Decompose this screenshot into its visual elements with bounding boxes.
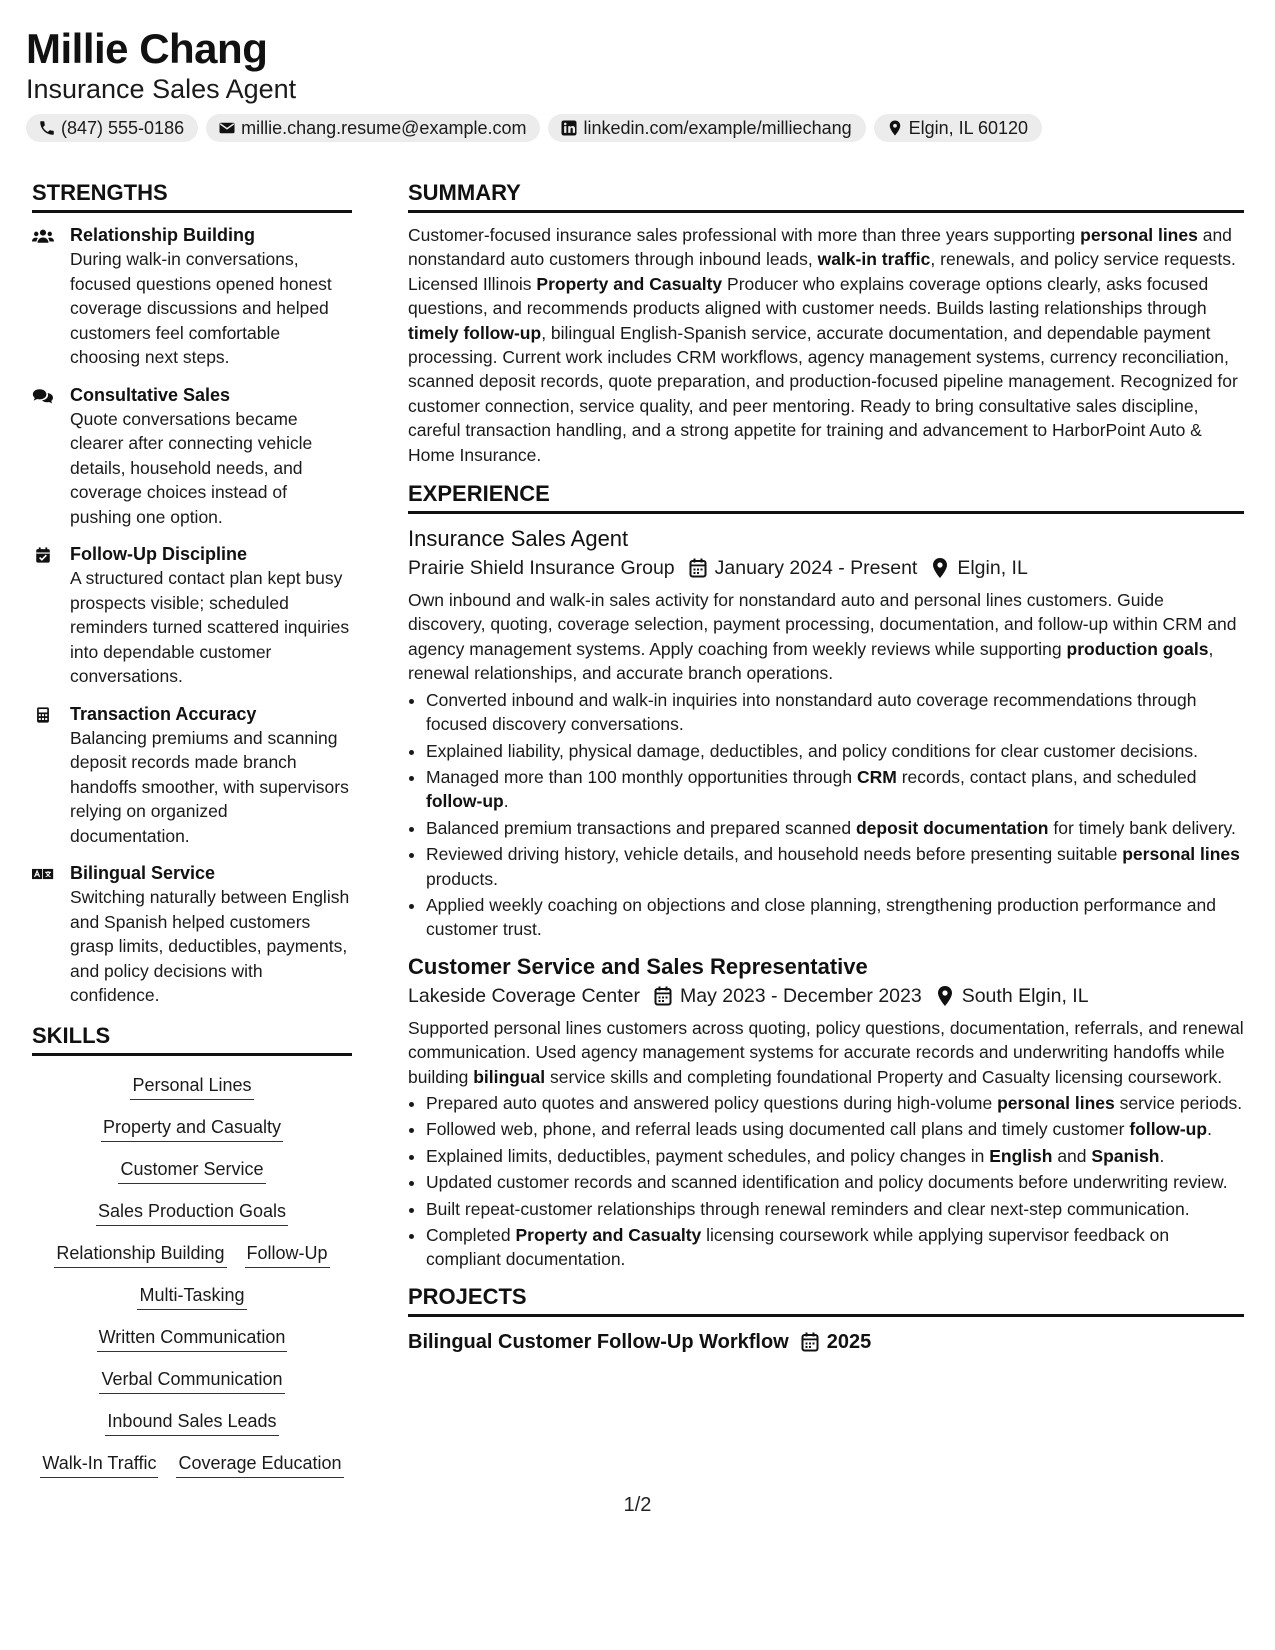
job-bullet: • Updated customer records and scanned identification and policy documents before underwriting review. bbox=[426, 1170, 1244, 1194]
map-pin-icon bbox=[936, 986, 954, 1006]
strength-item bbox=[32, 383, 352, 530]
job-bullet: • Followed web, phone, and referral leads using documented call plans and timely customer follow-up. bbox=[426, 1117, 1244, 1141]
strength-description: Switching naturally between English and Spanish helped customers grasp limits, deductibles, payments, and policy decisions with confidence. bbox=[70, 887, 350, 1005]
contact-location-text: Elgin, IL 60120 bbox=[908, 117, 1029, 138]
strength-description: Balancing premiums and scanning deposit records made branch handoffs smoother, with supervisors relying on organized documentation. bbox=[70, 727, 349, 846]
strength-description: Quote conversations became clearer after connecting vehicle details, household needs, and coverage choices instead of pushing one option. bbox=[70, 408, 313, 527]
calendar-icon bbox=[654, 986, 672, 1006]
job-bullets bbox=[408, 688, 1244, 942]
linkedin-icon bbox=[560, 119, 578, 137]
experience-heading: EXPERIENCE bbox=[408, 479, 1244, 514]
summary-heading: SUMMARY bbox=[408, 178, 1244, 213]
job-dates: January 2024 - Present bbox=[714, 557, 918, 580]
skill-tag: Sales Production Goals bbox=[96, 1198, 288, 1226]
envelope-icon bbox=[218, 119, 236, 137]
job-description: Own inbound and walk-in sales activity for nonstandard auto and personal lines customers. Guide discovery, quoting, coverage selection, payment processing, documentation, and follow-up within CRM and agency management systems. Apply coaching from weekly reviews while supporting production goals, renewal relationships, and accurate branch operations. bbox=[408, 590, 1237, 684]
contact-phone[interactable] bbox=[26, 114, 198, 142]
calendar-check-icon bbox=[32, 546, 54, 564]
skill-tag: Walk-In Traffic bbox=[40, 1450, 158, 1478]
skill-tag: Coverage Education bbox=[176, 1450, 343, 1478]
contact-linkedin-text: linkedin.com/example/milliechang bbox=[583, 117, 852, 138]
strength-description: A structured contact plan kept busy prospects visible; scheduled reminders turned scattered inquiries into dependable customer conversations. bbox=[70, 568, 350, 686]
strength-item bbox=[32, 542, 352, 689]
skill-tag: Personal Lines bbox=[130, 1072, 253, 1100]
job-bullet: • Balanced premium transactions and prepared scanned deposit documentation for timely bank delivery. bbox=[426, 816, 1244, 840]
skills-list bbox=[32, 1066, 352, 1478]
calendar-icon bbox=[801, 1332, 819, 1352]
strength-title: Consultative Sales bbox=[70, 384, 231, 405]
strength-item bbox=[32, 702, 352, 849]
job-bullet: • Prepared auto quotes and answered policy questions during high-volume personal lines service periods. bbox=[426, 1091, 1244, 1115]
right-column bbox=[408, 178, 1244, 1357]
contact-phone-text: (847) 555-0186 bbox=[61, 117, 185, 138]
candidate-title: Insurance Sales Agent bbox=[26, 74, 297, 104]
job-location: South Elgin, IL bbox=[961, 984, 1089, 1007]
job-entry bbox=[408, 524, 1244, 942]
summary-text: Customer-focused insurance sales professional with more than three years supporting personal lines and nonstandard auto customers through inbound leads, walk-in traffic, renewals, and policy service requests. Licensed Illinois Property and Casualty Producer who explains coverage options clearly, asks focused questions, and recommends products aligned with customer needs. Builds lasting relationships through timely follow-up, bilingual English-Spanish service, accurate documentation, and dependable payment processing. Current work includes CRM workflows, agency management systems, currency reconciliation, scanned deposit records, quote preparation, and production-focused pipeline management. Recognized for customer connection, service quality, and peer mentoring. Ready to bring consultative sales discipline, careful transaction handling, and a strong appetite for training and advancement to HarborPoint Auto & Home Insurance. bbox=[408, 225, 1238, 465]
projects-heading: PROJECTS bbox=[408, 1282, 1244, 1317]
calculator-icon bbox=[32, 706, 54, 724]
project-entry bbox=[408, 1327, 1244, 1357]
skills-heading: SKILLS bbox=[32, 1021, 352, 1056]
job-company: Prairie Shield Insurance Group bbox=[408, 557, 675, 580]
job-bullet: • Converted inbound and walk-in inquiries into nonstandard auto coverage recommendations through focused discovery conversations. bbox=[426, 688, 1244, 737]
page-number: 1/2 bbox=[623, 1494, 652, 1516]
strengths-heading: STRENGTHS bbox=[32, 178, 352, 213]
strength-item bbox=[32, 861, 352, 1008]
skill-tag: Written Communication bbox=[97, 1324, 288, 1352]
contact-linkedin[interactable] bbox=[548, 114, 865, 142]
map-pin-icon bbox=[886, 119, 904, 137]
job-title: Customer Service and Sales Representative bbox=[408, 953, 868, 979]
skill-tag: Follow-Up bbox=[245, 1240, 330, 1268]
strength-title: Relationship Building bbox=[70, 225, 255, 245]
skill-tag: Relationship Building bbox=[54, 1240, 226, 1268]
skill-tag: Customer Service bbox=[118, 1156, 265, 1184]
contact-bar bbox=[26, 114, 1246, 142]
left-column bbox=[32, 178, 352, 1478]
strength-title: Follow-Up Discipline bbox=[70, 544, 248, 564]
comments-icon bbox=[32, 387, 54, 405]
resume-header bbox=[26, 24, 1246, 142]
candidate-name: Millie Chang bbox=[26, 25, 268, 72]
users-icon bbox=[32, 227, 54, 245]
strength-description: During walk-in conversations, focused questions opened honest coverage discussions and helped customers feel comfortable choosing next steps. bbox=[70, 249, 332, 367]
contact-location bbox=[874, 114, 1042, 142]
job-bullet: • Managed more than 100 monthly opportunities through CRM records, contact plans, and scheduled follow-up. bbox=[426, 765, 1244, 814]
job-location: Elgin, IL bbox=[957, 557, 1028, 580]
job-bullets bbox=[408, 1091, 1244, 1272]
contact-email-text: millie.chang.resume@example.com bbox=[241, 117, 527, 138]
contact-email[interactable] bbox=[206, 114, 540, 142]
skill-tag: Multi-Tasking bbox=[137, 1282, 246, 1310]
job-bullet: • Built repeat-customer relationships through renewal reminders and clear next-step communication. bbox=[426, 1197, 1244, 1221]
job-meta bbox=[408, 554, 1244, 582]
skill-tag: Verbal Communication bbox=[99, 1366, 284, 1394]
job-bullet: • Explained liability, physical damage, deductibles, and policy conditions for clear customer decisions. bbox=[426, 739, 1244, 763]
strength-title: Transaction Accuracy bbox=[70, 703, 257, 724]
language-icon bbox=[32, 865, 54, 883]
job-bullet: • Completed Property and Casualty licensing coursework while applying supervisor feedback on compliant documentation. bbox=[426, 1223, 1244, 1272]
job-bullet: • Explained limits, deductibles, payment schedules, and policy changes in English and Spanish. bbox=[426, 1144, 1244, 1168]
phone-icon bbox=[38, 119, 56, 137]
project-title: Bilingual Customer Follow-Up Workflow bbox=[408, 1330, 789, 1353]
job-meta bbox=[408, 982, 1244, 1010]
job-bullet: • Reviewed driving history, vehicle details, and household needs before presenting suitable personal lines products. bbox=[426, 842, 1244, 891]
strength-title: Bilingual Service bbox=[70, 863, 216, 883]
job-entry bbox=[408, 952, 1244, 1272]
job-bullet: • Applied weekly coaching on objections and close planning, strengthening production performance and customer trust. bbox=[426, 893, 1244, 942]
job-title: Insurance Sales Agent bbox=[408, 526, 629, 552]
job-description: Supported personal lines customers across quoting, policy questions, documentation, referrals, and renewal communication. Used agency management systems for accurate records and underwriting handoffs while building bilingual service skills and completing foundational Property and Casualty licensing coursework. bbox=[408, 1017, 1244, 1087]
project-year: 2025 bbox=[826, 1330, 872, 1353]
skill-tag: Inbound Sales Leads bbox=[105, 1408, 278, 1436]
job-dates: May 2023 - December 2023 bbox=[679, 984, 922, 1007]
map-pin-icon bbox=[931, 558, 949, 578]
skill-tag: Property and Casualty bbox=[101, 1114, 283, 1142]
strength-item bbox=[32, 223, 352, 370]
calendar-icon bbox=[689, 558, 707, 578]
job-company: Lakeside Coverage Center bbox=[408, 984, 640, 1007]
